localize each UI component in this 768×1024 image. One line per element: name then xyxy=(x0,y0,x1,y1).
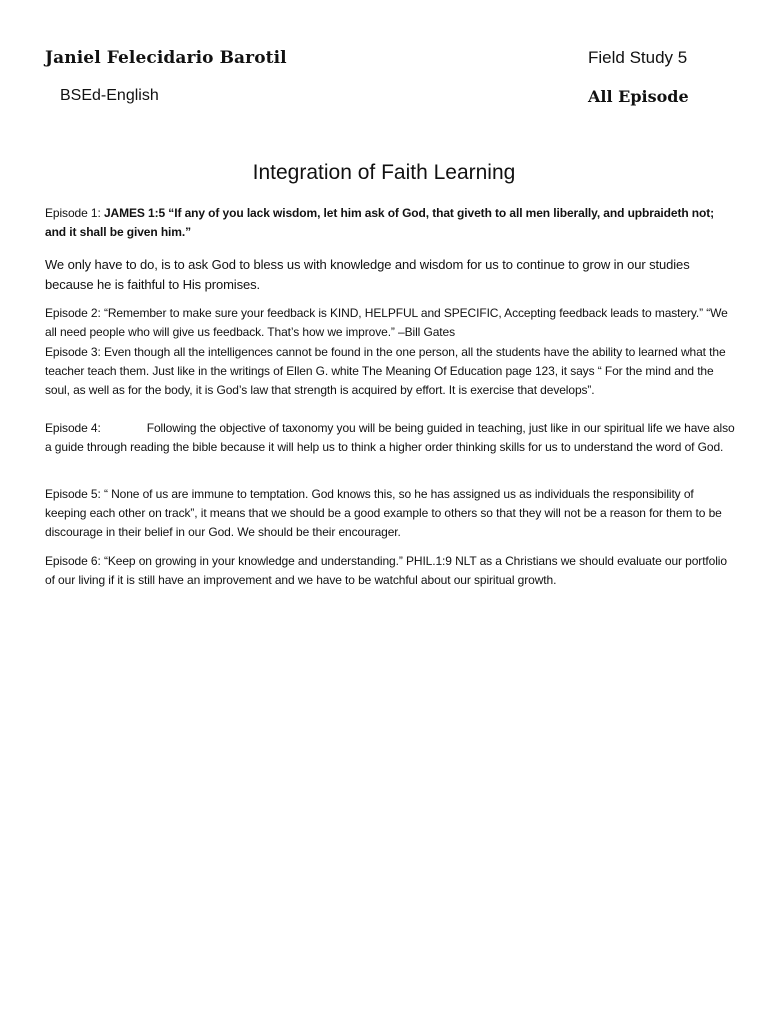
episode-4-text: Following the objective of taxonomy you will be being guided in teaching, just like in our spiritual life we have also a guide through reading the bible because it will help us to think a higher order thinking skills for us to understand the word of God. xyxy=(45,421,735,454)
episode-1-verse: JAMES 1:5 “If any of you lack wisdom, let him ask of God, that giveth to all men liberally, and upbraideth not; and it shall be given him.” xyxy=(45,206,715,239)
episode-2-paragraph: Episode 2: “Remember to make sure your feedback is KIND, HELPFUL and SPECIFIC, Accepting feedback leads to mastery.” “We all need people who will give us feedback. That’s how we improve.” –Bill Gates xyxy=(45,306,728,339)
reflection-paragraph: We only have to do, is to ask God to bless us with knowledge and wisdom for us to continue to grow in our studies because he is faithful to His promises. xyxy=(45,257,690,292)
field-study-label: Field Study 5 xyxy=(588,48,688,67)
episode-5-paragraph: Episode 5: “ None of us are immune to temptation. God knows this, so he has assigned us as individuals the responsibility of keeping each other on track”, it means that we should be a good example to others so that they will not be a reason for them to be discourage in their belief in our God. We should be their encourager. xyxy=(45,487,722,539)
episode-6-paragraph: Episode 6: “Keep on growing in your knowledge and understanding.” PHIL.1:9 NLT as a Christians we should evaluate our portfolio of our living if it is still have an improvement and we have to be watchful about our spiritual growth. xyxy=(45,554,727,587)
episode-1-label: Episode 1: xyxy=(45,206,104,220)
episode-1-paragraph xyxy=(45,204,735,242)
episode-3-paragraph: Episode 3: Even though all the intelligences cannot be found in the one person, all the students have the ability to learned what the teacher teach them. Just like in the writings of Ellen G. white The Meaning Of Education page 123, it says “ For the mind and the soul, as well as for the body, it is God’s law that strength is acquired by effort. It is exercise that develops”. xyxy=(45,345,726,397)
course-label: BSEd-English xyxy=(60,87,159,104)
episodes-label: All Episode xyxy=(588,87,689,106)
episode-4-paragraph xyxy=(45,419,735,457)
episode-4-label: Episode 4: xyxy=(45,421,101,435)
author-name: Janiel Felecidario Barotil xyxy=(45,48,287,68)
page-title: Integration of Faith Learning xyxy=(252,161,516,184)
